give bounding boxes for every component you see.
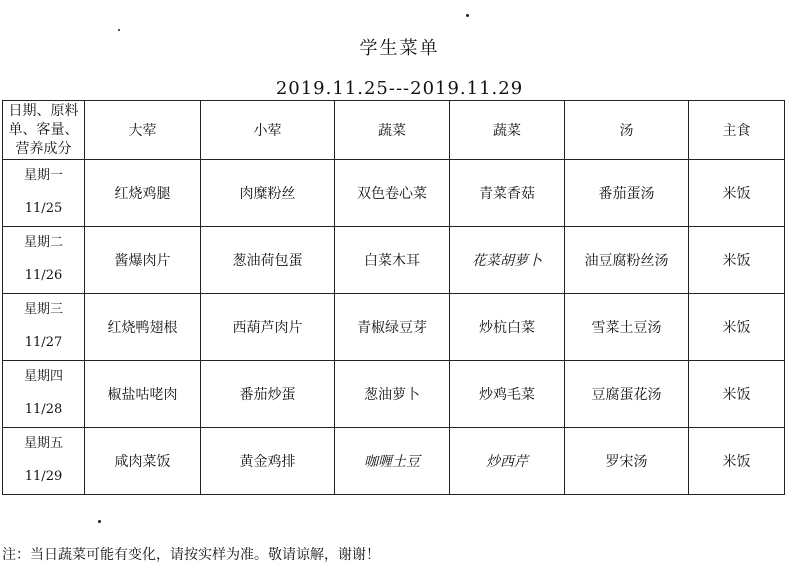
- day-date: 11/26: [24, 268, 63, 283]
- table-row: [3, 160, 785, 227]
- header-date-ingredients: [3, 101, 85, 160]
- header-vegetable-1: 蔬菜: [335, 101, 450, 160]
- dish-cell: 油豆腐粉丝汤: [565, 227, 689, 294]
- dish-cell: 炒杭白菜: [450, 294, 565, 361]
- table-row: [3, 294, 785, 361]
- day-cell: [3, 361, 85, 428]
- day-name: 星期三: [23, 302, 63, 317]
- header-side-meat: 小荤: [201, 101, 335, 160]
- header-left-line: 日期、原料: [8, 102, 79, 119]
- scan-speck: [98, 520, 101, 523]
- dish-cell: 红烧鸡腿: [85, 160, 201, 227]
- dish-cell: 葱油萝卜: [335, 361, 450, 428]
- footnote: 注：当日蔬菜可能有变化，请按实样为准。敬请谅解，谢谢！: [2, 547, 380, 563]
- dish-cell: 红烧鸭翅根: [85, 294, 201, 361]
- dish-cell: 青菜香菇: [450, 160, 565, 227]
- day-cell: [3, 294, 85, 361]
- header-main-meat: 大荤: [85, 101, 201, 160]
- dish-cell: 米饭: [689, 361, 785, 428]
- day-name: 星期二: [23, 235, 63, 250]
- dish-cell: 米饭: [689, 428, 785, 495]
- dish-cell: 葱油荷包蛋: [201, 227, 335, 294]
- header-left-line: 营养成分: [15, 140, 72, 157]
- dish-cell: 罗宋汤: [565, 428, 689, 495]
- table-row: [3, 227, 785, 294]
- dish-cell: 炒鸡毛菜: [450, 361, 565, 428]
- header-row: [3, 101, 785, 160]
- scan-speck: [466, 14, 469, 17]
- day-date: 11/27: [24, 335, 63, 350]
- day-name: 星期一: [23, 168, 63, 183]
- dish-cell: 肉糜粉丝: [201, 160, 335, 227]
- dish-cell: 米饭: [689, 227, 785, 294]
- menu-table: [2, 100, 785, 495]
- dish-cell-handwritten: 花菜胡萝卜: [450, 227, 565, 294]
- header-soup: 汤: [565, 101, 689, 160]
- header-staple: 主食: [689, 101, 785, 160]
- header-vegetable-2: 蔬菜: [450, 101, 565, 160]
- dish-cell: 黄金鸡排: [201, 428, 335, 495]
- dish-cell: 豆腐蛋花汤: [565, 361, 689, 428]
- dish-cell: 西葫芦肉片: [201, 294, 335, 361]
- day-name: 星期五: [23, 436, 63, 451]
- dish-cell: 酱爆肉片: [85, 227, 201, 294]
- day-name: 星期四: [23, 369, 63, 384]
- day-cell: [3, 428, 85, 495]
- dish-cell: 青椒绿豆芽: [335, 294, 450, 361]
- dish-cell-handwritten: 咖喱土豆: [335, 428, 450, 495]
- dish-cell: 米饭: [689, 294, 785, 361]
- dish-cell-handwritten: 炒西芹: [450, 428, 565, 495]
- dish-cell: 米饭: [689, 160, 785, 227]
- day-cell: [3, 160, 85, 227]
- dish-cell: 雪菜土豆汤: [565, 294, 689, 361]
- page-title: 学生菜单: [359, 38, 440, 59]
- header-left-line: 单、客量、: [8, 121, 79, 138]
- day-date: 11/28: [24, 402, 63, 417]
- dish-cell: 双色卷心菜: [335, 160, 450, 227]
- dish-cell: 咸肉菜饭: [85, 428, 201, 495]
- day-cell: [3, 227, 85, 294]
- scan-speck: [118, 29, 120, 31]
- table-row: [3, 428, 785, 495]
- dish-cell: 番茄炒蛋: [201, 361, 335, 428]
- dish-cell: 番茄蛋汤: [565, 160, 689, 227]
- dish-cell: 椒盐咕咾肉: [85, 361, 201, 428]
- dish-cell: 白菜木耳: [335, 227, 450, 294]
- table-row: [3, 361, 785, 428]
- day-date: 11/25: [24, 201, 63, 216]
- date-range: 2019.11.25---2019.11.29: [275, 78, 524, 99]
- day-date: 11/29: [24, 469, 63, 484]
